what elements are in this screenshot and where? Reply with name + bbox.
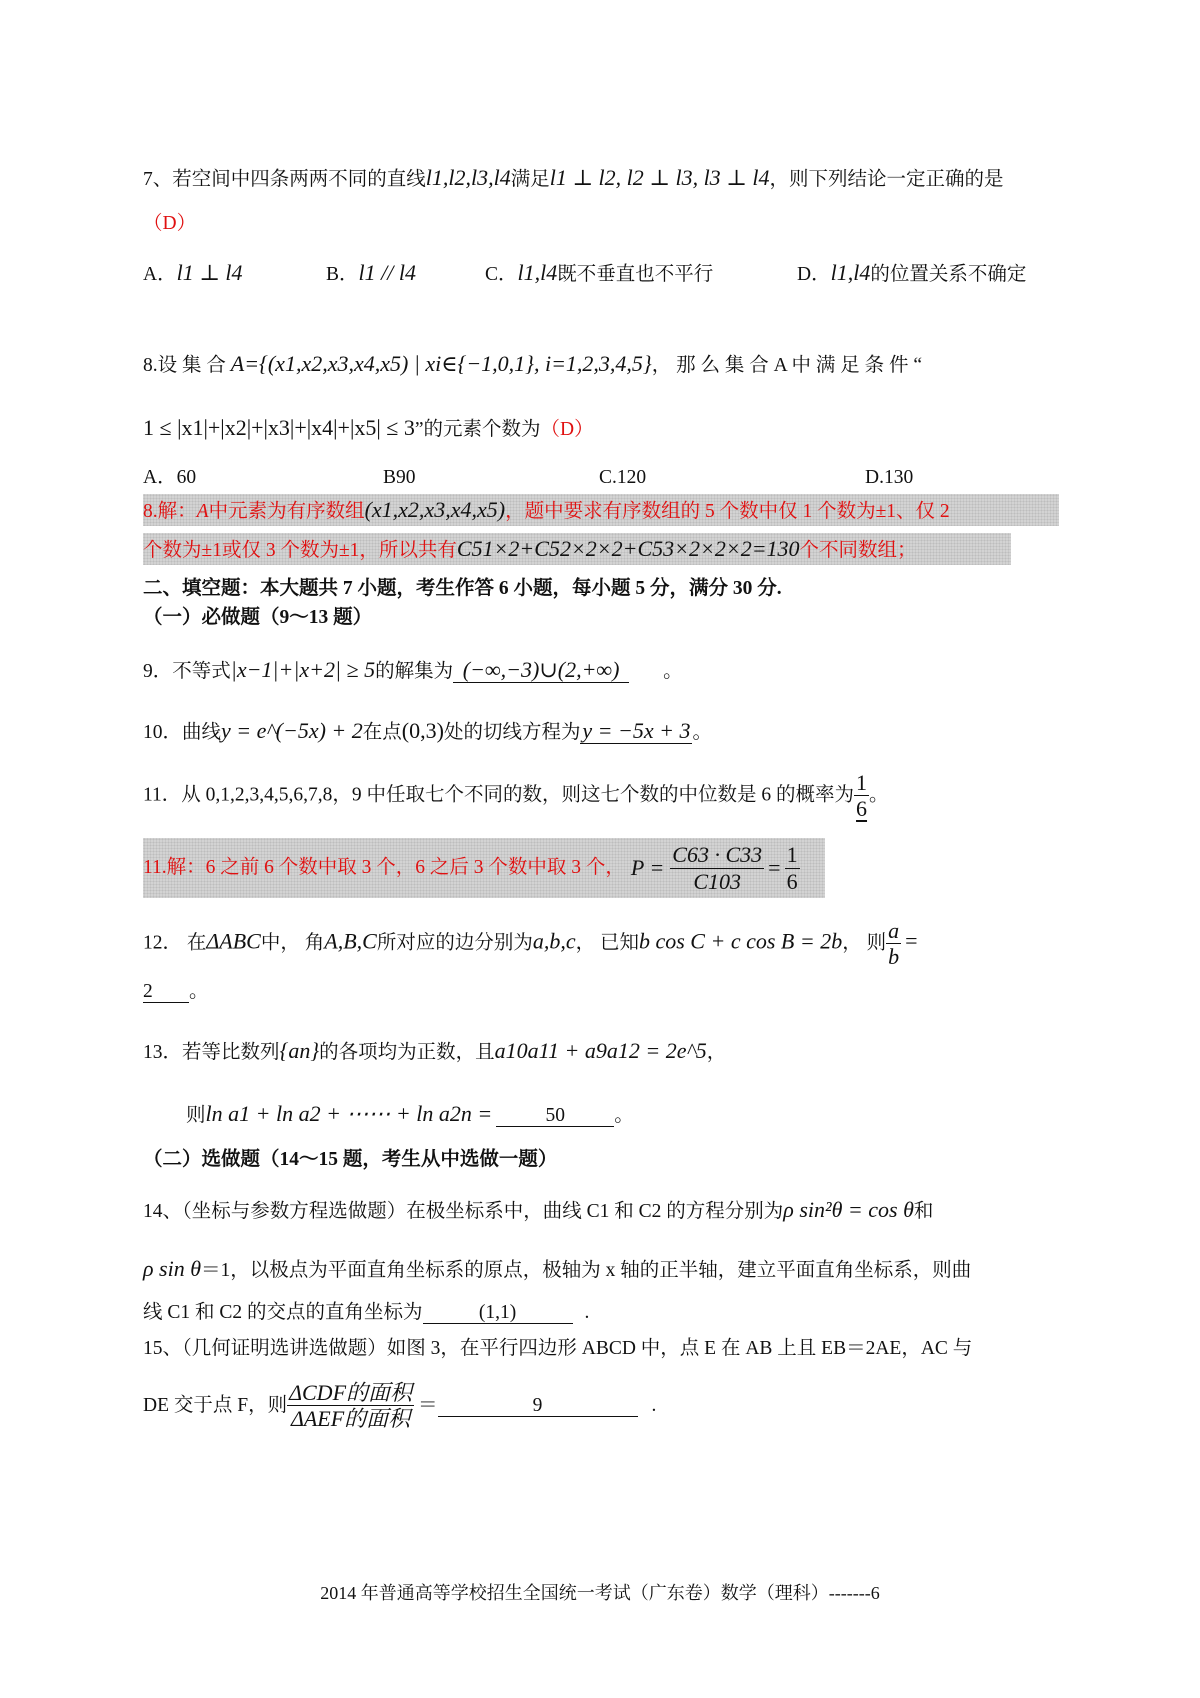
- q8-option-b: B90: [383, 467, 416, 488]
- q8-option-d: D.130: [865, 467, 914, 488]
- q12-text-c: 所对应的边分别为: [376, 932, 533, 954]
- q8-text-b: ， 那 么 集 合 A 中 满 足 条 件 “: [651, 355, 923, 376]
- q8-text-c: ”的元素个数为: [414, 419, 541, 440]
- q12-answer-blank: 2: [143, 981, 189, 1003]
- q14-eq1: ρ sin²θ = cos θ: [783, 1197, 914, 1222]
- q9-answer-blank: (−∞,−3)∪(2,+∞): [453, 658, 629, 683]
- q13-text-b: 的各项均为正数，且: [319, 1042, 495, 1063]
- q12-triangle: ΔABC: [206, 928, 261, 954]
- q10-answer-blank: y = −5x + 3: [582, 718, 691, 743]
- section2-sub1: （一）必做题（9～13 题）: [143, 607, 373, 628]
- q15-answer-blank: 9: [438, 1395, 638, 1417]
- q13-text-d: 则: [186, 1105, 206, 1126]
- q15-frac-num: ΔCDF的面积: [289, 1380, 413, 1405]
- q14-line2: [143, 1255, 971, 1283]
- q14-text-e: .: [584, 1302, 590, 1323]
- q14-text-d: 线 C1 和 C2 的交点的直角坐标为: [143, 1302, 423, 1323]
- q11-solution-fraction: [670, 842, 764, 894]
- q11-line: [143, 770, 889, 822]
- q7-option-d-math: l1,l4: [830, 260, 871, 285]
- q8-solution-tuple: (x1,x2,x3,x4,x5): [364, 497, 506, 522]
- q9-line: [143, 656, 683, 684]
- q8-answer: （D）: [540, 419, 594, 440]
- q7-option-c: [485, 259, 713, 287]
- q12-line2: [143, 980, 209, 1004]
- q8-solution-text-d: ，题中要求有序数组的 5 个数中仅 1 个数为±1、仅 2: [505, 501, 950, 522]
- q12-text-d: ， 已知: [575, 932, 639, 954]
- q14-answer-blank: (1,1): [423, 1302, 573, 1324]
- q8-text-a: 8.设 集 合: [143, 355, 226, 376]
- q11-solution-eq: =: [768, 855, 781, 881]
- q8-line2: [143, 414, 594, 442]
- q7-option-d: [797, 259, 1026, 287]
- q7-condition: l1 ⊥ l2, l2 ⊥ l3, l3 ⊥ l4: [549, 165, 770, 190]
- q11-solution: [143, 838, 825, 898]
- q8-solution-text-c: 中元素为有序数组: [208, 501, 365, 522]
- q7-option-a-label: A．: [143, 264, 177, 285]
- page-footer: 2014 年普通高等学校招生全国统一考试（广东卷）数学（理科）-------6: [320, 1583, 880, 1603]
- q13-text-a: 13．若等比数列: [143, 1042, 280, 1063]
- q10-text-c: 处的切线方程为: [443, 722, 581, 743]
- q7-option-b: [326, 259, 416, 287]
- q8-solution-line1: [143, 494, 1059, 526]
- q11-answer-num: 1: [856, 770, 868, 795]
- q8-set-expr: A={(x1,x2,x3,x4,x5) | xi∈{−1,0,1}, i=1,2,3,4,5}: [230, 351, 652, 376]
- q12-text-a: 12． 在: [143, 932, 207, 954]
- q8-solution-text-2b: 个不同数组；: [799, 540, 917, 561]
- q15-fraction: [287, 1380, 414, 1432]
- q13-line2: [186, 1100, 634, 1128]
- section2-sub2: （二）选做题（14～15 题，考生从中选做一题）: [143, 1149, 558, 1170]
- q13-text-c: ，: [706, 1042, 727, 1063]
- q7-lines: l1,l2,l3,l4: [425, 165, 511, 190]
- q10-expr: y = e^(−5x) + 2: [221, 718, 363, 743]
- q7-option-b-label: B．: [326, 264, 359, 285]
- q15-eq: ＝: [418, 1394, 438, 1416]
- q11-solution-num: C63 · C33: [672, 842, 763, 868]
- q10-text-a: 10．曲线: [143, 722, 222, 743]
- q15-line2: [143, 1380, 656, 1432]
- q11-answer-den: 6: [856, 796, 868, 822]
- q12-given: b cos C + c cos B = 2b: [638, 928, 843, 954]
- q12-text-f: 。: [189, 981, 209, 1002]
- q7-option-c-label: C．: [485, 264, 518, 285]
- q11-solution-result: [785, 842, 800, 894]
- q14-line1: [143, 1196, 933, 1224]
- q11-solution-den: C103: [693, 868, 742, 894]
- q9-expr: |x−1|+|x+2| ≥ 5: [230, 657, 376, 682]
- q11-solution-p: P =: [630, 855, 665, 881]
- q10-text-d: 。: [692, 722, 712, 743]
- q12-line1: [143, 918, 918, 970]
- q7-option-c-math: l1,l4: [517, 260, 558, 285]
- q11-solution-res-den: 6: [786, 868, 798, 894]
- q7-option-d-text: 的位置关系不确定: [870, 264, 1027, 285]
- q14-text-c: ＝1，以极点为平面直角坐标系的原点，极轴为 x 轴的正半轴，建立平面直角坐标系，则曲: [201, 1260, 972, 1281]
- q8-condition: 1 ≤ |x1|+|x2|+|x3|+|x4|+|x5| ≤ 3: [143, 415, 415, 440]
- q7-option-a: [143, 259, 243, 287]
- q8-option-a: A．60: [143, 467, 197, 488]
- q7-option-b-math: l1 // l4: [358, 260, 416, 285]
- q13-expr: ln a1 + ln a2 + ⋯⋯ + ln a2n =: [205, 1101, 493, 1126]
- q7-option-d-label: D．: [797, 264, 831, 285]
- q13-line1: [143, 1037, 726, 1065]
- q14-text-a: 14、（坐标与参数方程选做题）在极坐标系中，曲线 C1 和 C2 的方程分别为: [143, 1201, 784, 1222]
- q14-line3: [143, 1301, 589, 1325]
- q15-line1: 15、（几何证明选讲选做题）如图 3，在平行四边形 ABCD 中，点 E 在 AB 上且 EB＝2AE，AC 与: [143, 1338, 973, 1359]
- q12-question-fraction: [886, 918, 901, 970]
- q11-text-a: 11．从 0,1,2,3,4,5,6,7,8，9 中任取七个不同的数，则这七个数的中位数是 6 的概率为: [143, 784, 855, 806]
- q8-option-c: C.120: [599, 467, 647, 488]
- q11-solution-res-num: 1: [786, 842, 798, 868]
- q10-point: (0,3): [401, 718, 444, 743]
- q9-text-c: 。: [663, 661, 683, 682]
- q7-option-a-math: l1 ⊥ l4: [176, 260, 243, 285]
- q10-line: [143, 717, 712, 745]
- q8-solution-label: 8.解：: [143, 501, 197, 522]
- q12-question-eq: =: [905, 928, 918, 954]
- q12-question-num: a: [888, 918, 900, 943]
- q15-text-a: DE 交于点 F，则: [143, 1394, 288, 1416]
- q9-text-a: 9．不等式: [143, 661, 231, 682]
- q8-solution-line2: [143, 533, 1011, 565]
- q7-text-b: 满足: [510, 169, 550, 190]
- q11-solution-text: 11.解：6 之前 6 个数中取 3 个，6 之后 3 个数中取 3 个，: [143, 856, 625, 878]
- section2-title: 二、填空题：本大题共 7 小题，考生作答 6 小题，每小题 5 分，满分 30 分.: [143, 578, 782, 599]
- q8-solution-text-2a: 个数为±1或仅 3 个数为±1，所以共有: [143, 540, 457, 561]
- q13-sequence: {an}: [279, 1038, 320, 1063]
- q10-text-b: 在点: [362, 722, 402, 743]
- q7-answer: （D）: [143, 213, 197, 234]
- q7-text-c: ，则下列结论一定正确的是: [769, 169, 1004, 190]
- q15-frac-den: ΔAEF的面积: [290, 1406, 411, 1432]
- q14-eq2: ρ sin θ: [143, 1256, 202, 1281]
- q12-question-den: b: [888, 944, 900, 970]
- q12-sides: a,b,c: [532, 928, 576, 954]
- q12-text-e: ， 则: [842, 932, 887, 954]
- q12-text-b: 中， 角: [260, 932, 325, 954]
- q14-text-b: 和: [913, 1201, 934, 1222]
- q12-angles: A,B,C: [324, 928, 377, 954]
- q7-text-a: 7、若空间中四条两两不同的直线: [143, 169, 426, 190]
- q11-text-b: 。: [869, 784, 889, 806]
- q13-answer-blank: 50: [496, 1105, 614, 1127]
- q8-solution-set: A: [196, 501, 209, 522]
- q9-text-b: 的解集为: [375, 661, 454, 682]
- q8-line1: [143, 350, 922, 378]
- q13-text-e: 。: [614, 1105, 634, 1126]
- q7-line1: [143, 164, 1004, 192]
- q11-answer-fraction: [854, 770, 869, 822]
- q13-given: a10a11 + a9a12 = 2e^5: [494, 1038, 707, 1063]
- q7-option-c-text: 既不垂直也不平行: [557, 264, 714, 285]
- q15-text-b: .: [651, 1394, 657, 1416]
- q8-solution-formula: C51×2+C52×2×2+C53×2×2×2=130: [456, 536, 800, 561]
